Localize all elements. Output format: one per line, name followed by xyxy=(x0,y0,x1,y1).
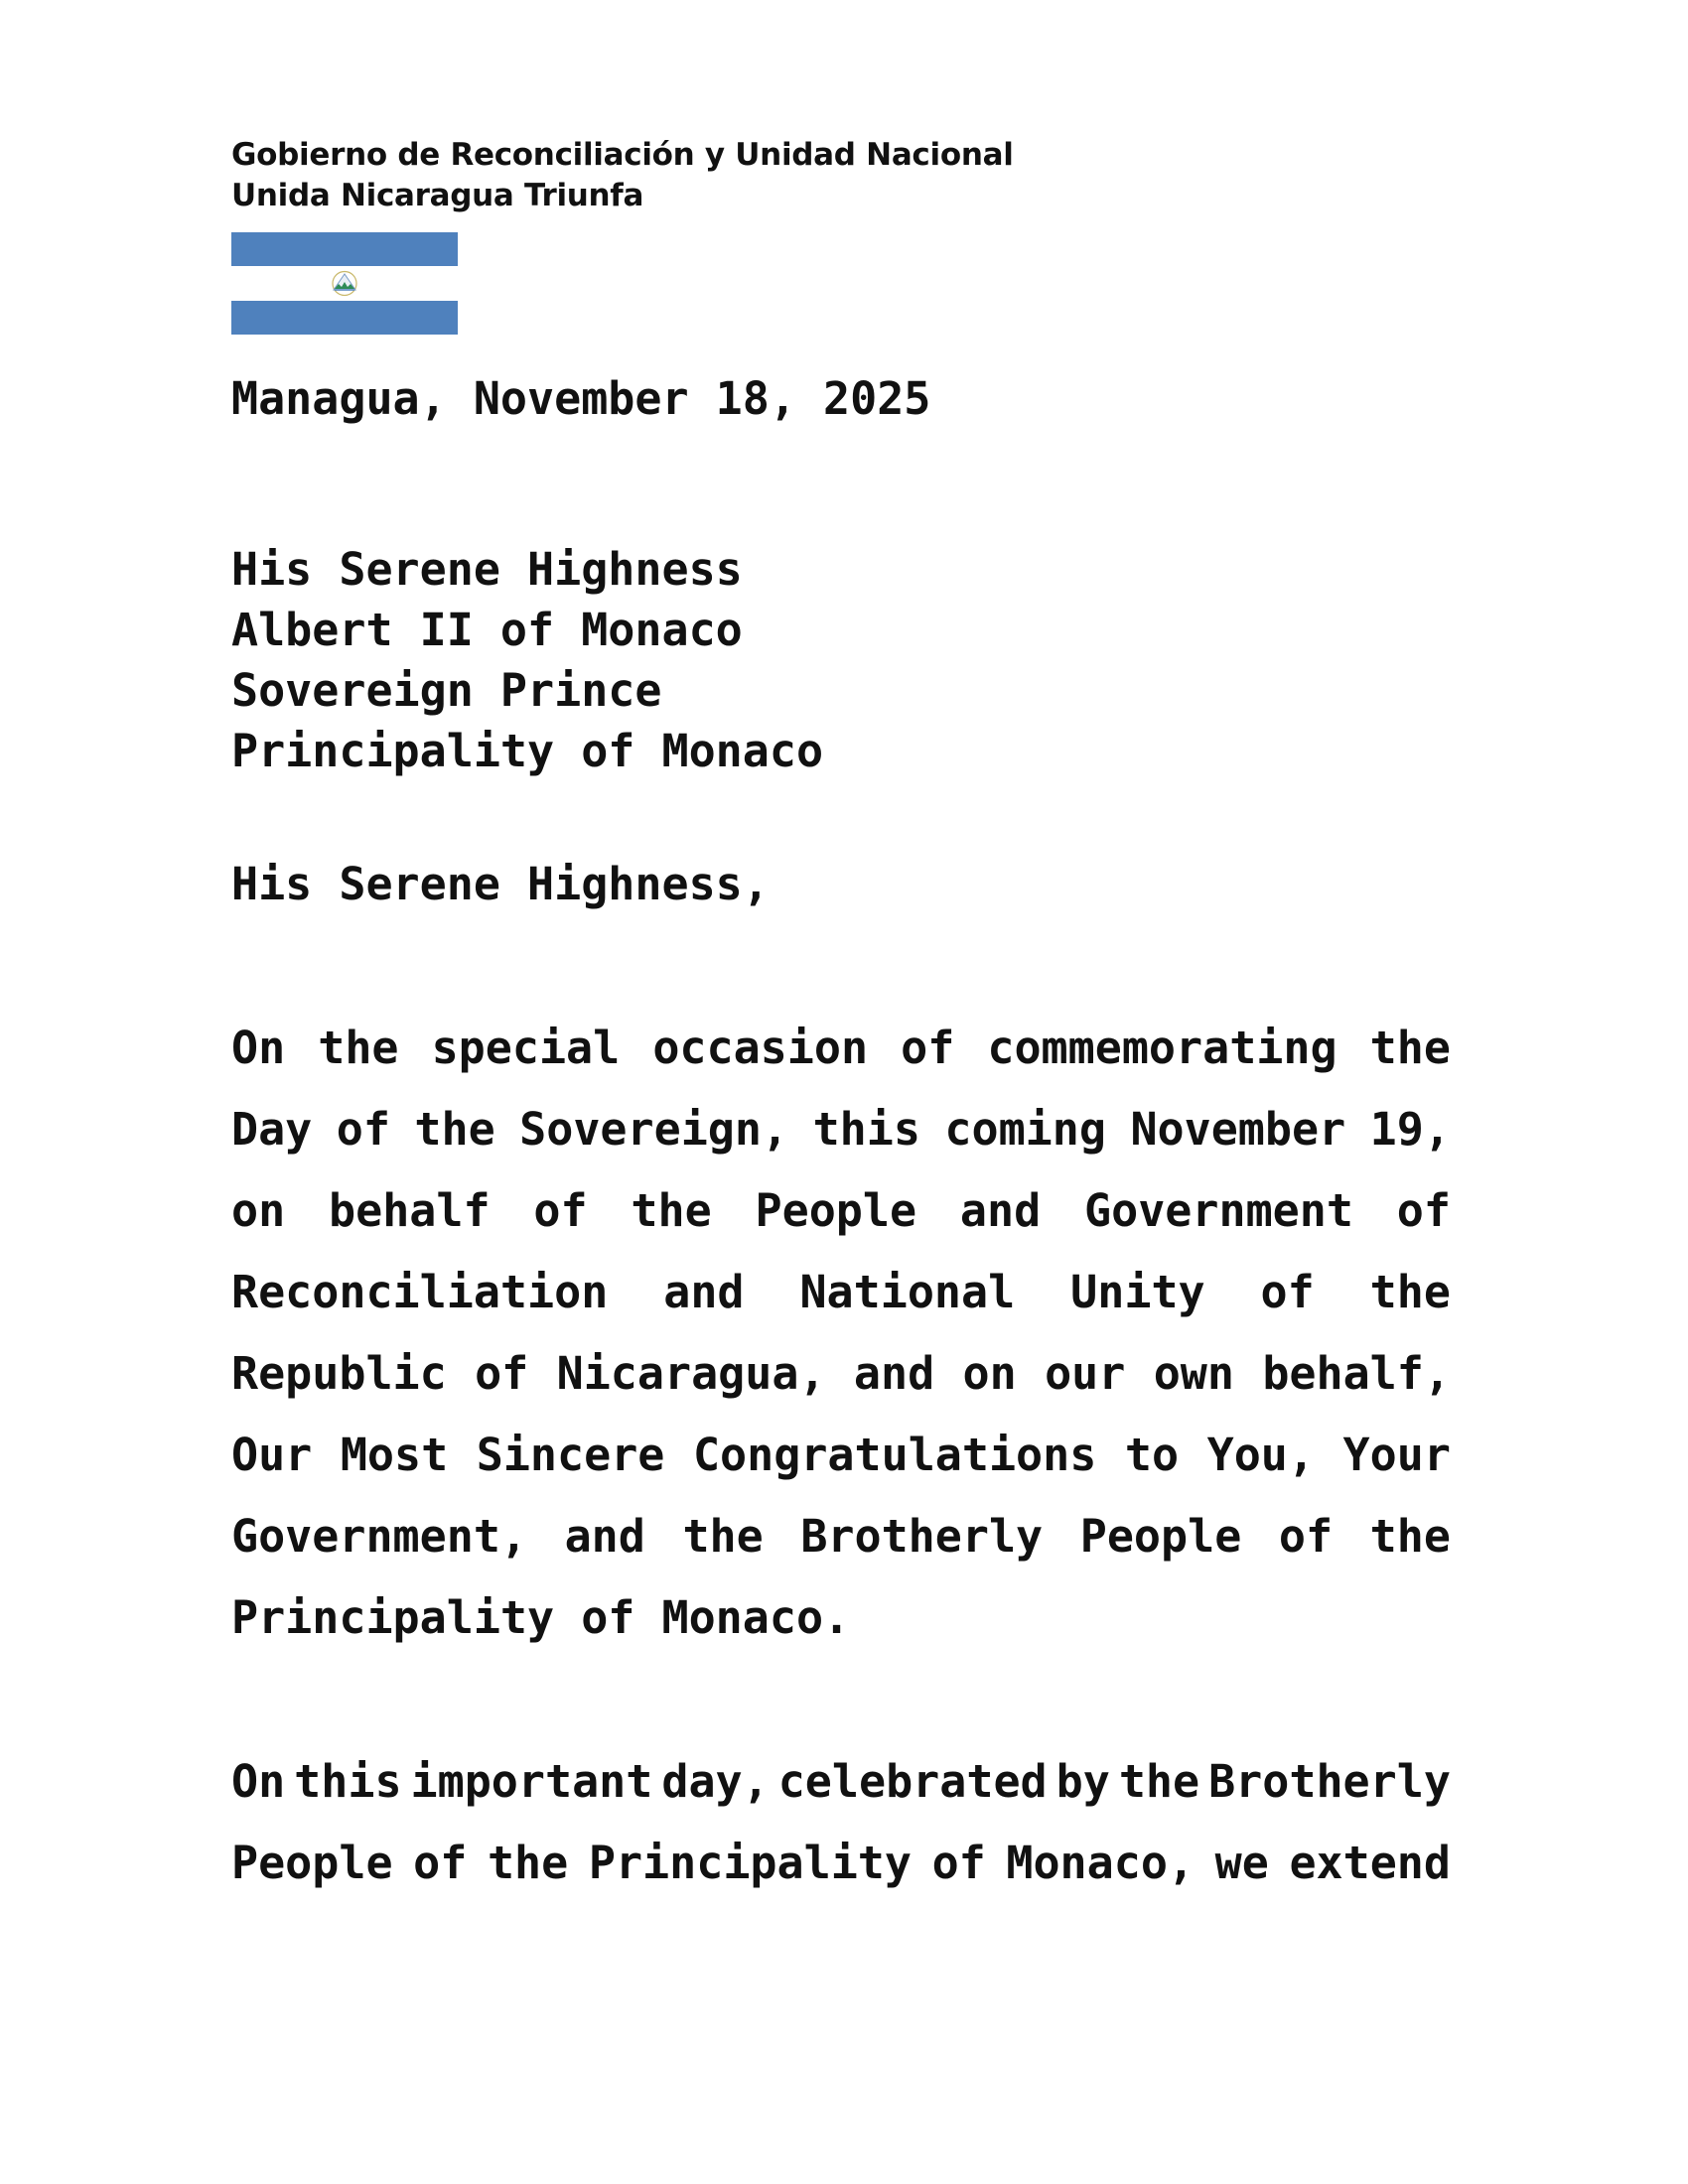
recipient-address xyxy=(231,539,823,781)
paragraph-line xyxy=(231,1346,1451,1428)
paragraph-word: People xyxy=(1079,1510,1242,1563)
letterhead-government-name: Gobierno de Reconciliación y Unidad Nacional xyxy=(231,137,1014,173)
paragraph-line: Principality of Monaco. xyxy=(231,1591,851,1644)
paragraph-word: the xyxy=(682,1510,764,1563)
paragraph-word: the xyxy=(1118,1755,1200,1808)
paragraph-word: important xyxy=(410,1755,653,1808)
paragraph-word: on xyxy=(231,1184,286,1237)
paragraph-word: of xyxy=(475,1347,529,1400)
paragraph-line xyxy=(231,1183,1451,1265)
paragraph-word: Sincere xyxy=(476,1429,665,1481)
paragraph-line xyxy=(231,1265,1451,1346)
paragraph-word: of xyxy=(413,1837,468,1889)
paragraph-word: Government, xyxy=(231,1510,528,1563)
paragraph-word: on xyxy=(962,1347,1017,1400)
paragraph-word: Our xyxy=(231,1429,313,1481)
paragraph-word: Congratulations xyxy=(692,1429,1097,1481)
paragraph-word: Sovereign, xyxy=(519,1103,789,1156)
paragraph-word: we xyxy=(1214,1837,1269,1889)
paragraph-line xyxy=(231,1754,1451,1836)
paragraph-word: the xyxy=(414,1103,495,1156)
flag-bottom-stripe xyxy=(231,301,458,335)
paragraph-word: Brotherly xyxy=(1208,1755,1451,1808)
paragraph-line xyxy=(231,1428,1451,1509)
recipient-honorific: His Serene Highness xyxy=(231,543,743,596)
paragraph-word: day, xyxy=(661,1755,770,1808)
body-paragraph-1 xyxy=(231,1021,1451,1672)
paragraph-word: to xyxy=(1124,1429,1180,1481)
paragraph-word: Your xyxy=(1342,1429,1451,1481)
paragraph-word: of xyxy=(1278,1510,1334,1563)
paragraph-word: and xyxy=(959,1184,1042,1237)
paragraph-word: of xyxy=(931,1837,986,1889)
paragraph-word: this xyxy=(812,1103,920,1156)
paragraph-line xyxy=(231,1836,1451,1917)
paragraph-word: the xyxy=(1369,1510,1451,1563)
paragraph-word: behalf xyxy=(329,1184,491,1237)
paragraph-word: and xyxy=(853,1347,935,1400)
paragraph-word: People xyxy=(755,1184,917,1237)
paragraph-word: and xyxy=(564,1510,645,1563)
paragraph-word: of xyxy=(901,1022,955,1074)
paragraph-line xyxy=(231,1021,1451,1102)
paragraph-word: the xyxy=(1369,1266,1451,1318)
paragraph-word: You, xyxy=(1206,1429,1315,1481)
paragraph-line xyxy=(231,1509,1451,1590)
paragraph-word: Monaco, xyxy=(1006,1837,1196,1889)
recipient-name: Albert II of Monaco xyxy=(231,604,743,656)
paragraph-word: Most xyxy=(340,1429,449,1481)
paragraph-word: the xyxy=(318,1022,399,1074)
paragraph-word: National xyxy=(799,1266,1016,1318)
paragraph-word: Brotherly xyxy=(800,1510,1044,1563)
salutation: His Serene Highness, xyxy=(231,858,770,910)
paragraph-word: commemorating xyxy=(987,1022,1337,1074)
paragraph-word: of xyxy=(1396,1184,1451,1237)
paragraph-word: On xyxy=(231,1755,286,1808)
letterhead-slogan: Unida Nicaragua Triunfa xyxy=(231,178,644,213)
paragraph-word: Nicaragua, xyxy=(556,1347,826,1400)
paragraph-word: of xyxy=(1260,1266,1315,1318)
paragraph-word: On xyxy=(231,1022,286,1074)
paragraph-word: November xyxy=(1130,1103,1346,1156)
paragraph-word: the xyxy=(487,1837,569,1889)
paragraph-word: extend xyxy=(1289,1837,1451,1889)
paragraph-word: special xyxy=(431,1022,621,1074)
paragraph-word: Reconciliation xyxy=(231,1266,609,1318)
paragraph-word: Unity xyxy=(1070,1266,1205,1318)
paragraph-word: Government xyxy=(1084,1184,1353,1237)
paragraph-word: 19, xyxy=(1369,1103,1451,1156)
paragraph-word: Day xyxy=(231,1103,313,1156)
paragraph-word: the xyxy=(1369,1022,1451,1074)
paragraph-word: own xyxy=(1153,1347,1234,1400)
paragraph-word: celebrated xyxy=(777,1755,1048,1808)
paragraph-word: Principality xyxy=(588,1837,912,1889)
paragraph-word: of xyxy=(533,1184,588,1237)
recipient-country: Principality of Monaco xyxy=(231,725,824,777)
paragraph-word: the xyxy=(631,1184,712,1237)
paragraph-word: People xyxy=(231,1837,393,1889)
paragraph-word: Republic xyxy=(231,1347,447,1400)
nicaragua-flag-icon xyxy=(231,232,458,335)
paragraph-word: our xyxy=(1045,1347,1126,1400)
body-paragraph-2 xyxy=(231,1754,1451,1917)
paragraph-word: of xyxy=(336,1103,390,1156)
letterhead xyxy=(231,135,1014,216)
paragraph-word: by xyxy=(1055,1755,1110,1808)
paragraph-line xyxy=(231,1102,1451,1183)
paragraph-word: occasion xyxy=(652,1022,869,1074)
letter-date: Managua, November 18, 2025 xyxy=(231,372,931,425)
paragraph-word: this xyxy=(294,1755,402,1808)
paragraph-word: and xyxy=(663,1266,745,1318)
flag-top-stripe xyxy=(231,232,458,266)
recipient-title: Sovereign Prince xyxy=(231,664,662,717)
paragraph-word: behalf, xyxy=(1262,1347,1451,1400)
paragraph-word: coming xyxy=(944,1103,1106,1156)
